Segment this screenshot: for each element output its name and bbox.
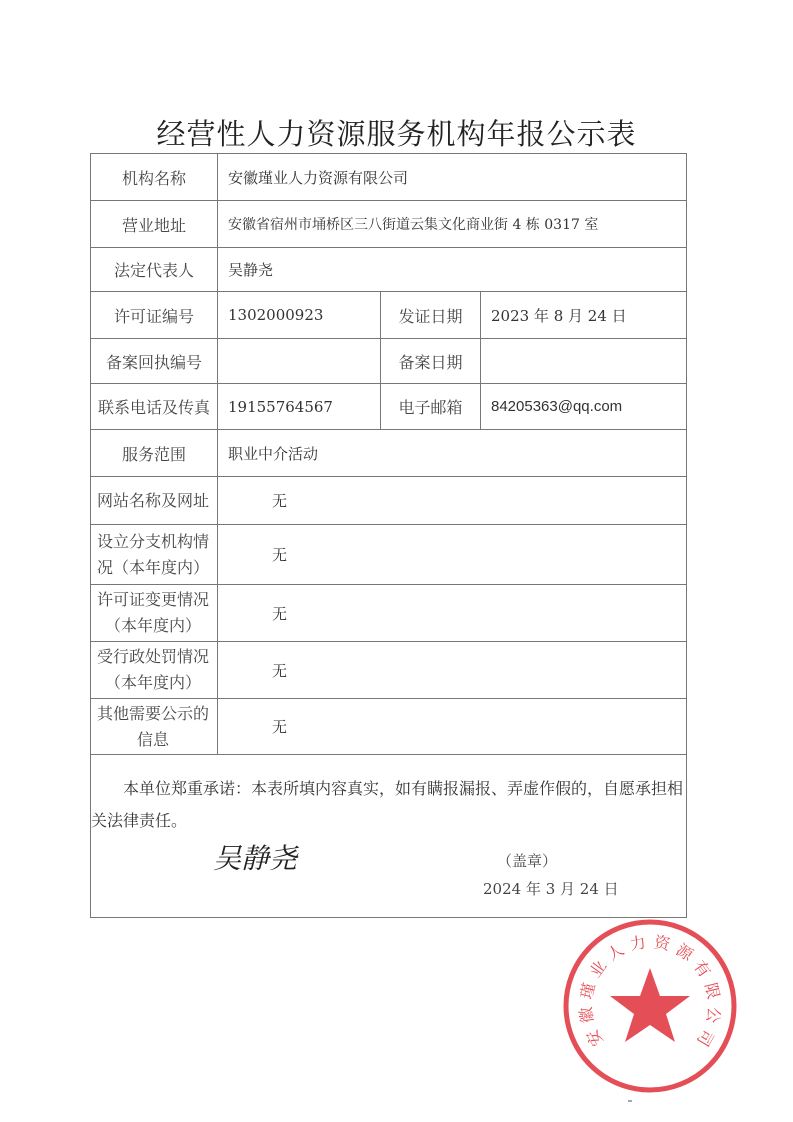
signature: 吴静尧 bbox=[213, 842, 298, 875]
phone-value: 19155764567 bbox=[218, 384, 381, 430]
commitment-date: 2024 年 3 月 24 日 bbox=[483, 880, 619, 898]
seal-glyph: 瑾 bbox=[576, 980, 599, 1001]
seal-label: （盖章） bbox=[497, 852, 558, 870]
filing-no-value bbox=[218, 339, 381, 384]
filing-date-label: 备案日期 bbox=[381, 339, 481, 384]
row-legal-rep bbox=[91, 248, 687, 292]
row-website bbox=[91, 477, 687, 525]
commitment-cell bbox=[91, 755, 687, 918]
phone-label: 联系电话及传真 bbox=[91, 384, 218, 430]
branches-value: 无 bbox=[218, 525, 687, 585]
commitment-text: 本单位郑重承诺：本表所填内容真实，如有瞒报漏报、弄虚作假的，自愿承担相关法律责任。 bbox=[91, 779, 684, 830]
other-value: 无 bbox=[218, 699, 687, 755]
license-change-label bbox=[91, 585, 218, 642]
issue-date-label: 发证日期 bbox=[381, 292, 481, 339]
issue-date-value: 2023 年 8 月 24 日 bbox=[481, 292, 687, 339]
seal-glyph: 人 bbox=[603, 939, 628, 965]
license-no-label: 许可证编号 bbox=[91, 292, 218, 339]
seal-glyph: 司 bbox=[693, 1026, 718, 1050]
org-name-value: 安徽瑾业人力资源有限公司 bbox=[218, 154, 687, 201]
org-name-label: 机构名称 bbox=[91, 154, 218, 201]
scan-speck bbox=[628, 1100, 632, 1102]
other-label-line2: 信息 bbox=[137, 729, 170, 749]
license-change-label-line1: 许可证变更情况 bbox=[97, 590, 210, 609]
address-value: 安徽省宿州市埇桥区三八街道云集文化商业街 4 栋 0317 室 bbox=[218, 201, 687, 248]
seal-glyph: 力 bbox=[628, 932, 648, 955]
penalty-label-line2: （本年度内） bbox=[105, 673, 202, 692]
email-value: 84205363@qq.com bbox=[481, 384, 687, 430]
company-seal-stamp bbox=[560, 916, 740, 1096]
row-address bbox=[91, 201, 687, 248]
website-value: 无 bbox=[218, 477, 687, 525]
legal-rep-label: 法定代表人 bbox=[91, 248, 218, 292]
page-title: 经营性人力资源服务机构年报公示表 bbox=[156, 117, 637, 151]
scope-label: 服务范围 bbox=[91, 430, 218, 477]
address-label: 营业地址 bbox=[91, 201, 218, 248]
row-commitment bbox=[91, 755, 687, 918]
seal-glyph: 安 bbox=[582, 1026, 607, 1050]
filing-date-value bbox=[481, 339, 687, 384]
filing-no-label: 备案回执编号 bbox=[91, 339, 218, 384]
penalty-label-line1: 受行政处罚情况 bbox=[97, 647, 210, 666]
license-change-label-line2: （本年度内） bbox=[105, 616, 202, 635]
other-label bbox=[91, 699, 218, 755]
row-other bbox=[91, 699, 687, 755]
row-penalty bbox=[91, 642, 687, 699]
branches-label bbox=[91, 525, 218, 585]
row-contact bbox=[91, 384, 687, 430]
row-license bbox=[91, 292, 687, 339]
seal-glyph: 源 bbox=[672, 939, 697, 965]
license-no-value: 1302000923 bbox=[218, 292, 381, 339]
row-filing bbox=[91, 339, 687, 384]
scope-value: 职业中介活动 bbox=[218, 430, 687, 477]
seal-glyph: 有 bbox=[689, 956, 715, 981]
license-change-value: 无 bbox=[218, 585, 687, 642]
row-license-change bbox=[91, 585, 687, 642]
seal-glyph: 业 bbox=[585, 956, 611, 981]
seal-glyph: 公 bbox=[702, 1005, 724, 1025]
website-label: 网站名称及网址 bbox=[91, 477, 218, 525]
row-org-name bbox=[91, 154, 687, 201]
penalty-value: 无 bbox=[218, 642, 687, 699]
report-table bbox=[90, 153, 687, 918]
seal-glyph: 限 bbox=[701, 980, 724, 1001]
branches-label-line1: 设立分支机构情 bbox=[97, 531, 210, 551]
seal-glyph: 徽 bbox=[576, 1005, 598, 1025]
row-scope bbox=[91, 430, 687, 477]
email-label: 电子邮箱 bbox=[381, 384, 481, 430]
legal-rep-value: 吴静尧 bbox=[218, 248, 687, 292]
other-label-line1: 其他需要公示的 bbox=[97, 703, 210, 723]
seal-star-icon bbox=[610, 968, 690, 1042]
branches-label-line2: 况（本年度内） bbox=[97, 557, 210, 577]
row-branches bbox=[91, 525, 687, 585]
penalty-label bbox=[91, 642, 218, 699]
seal-glyph: 资 bbox=[652, 932, 672, 955]
